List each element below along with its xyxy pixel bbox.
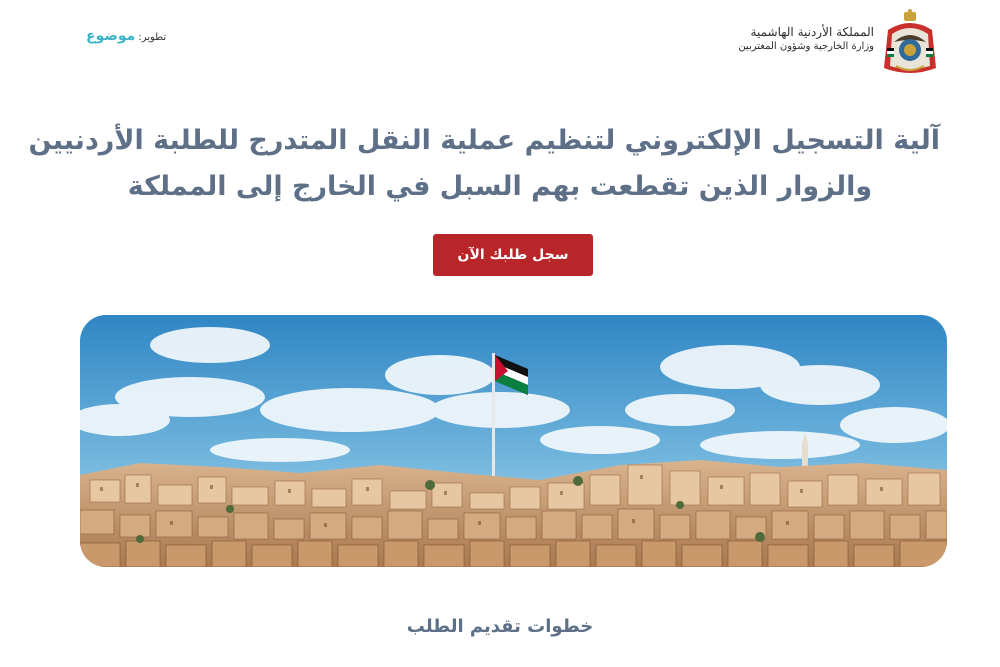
title-line-2: والزوار الذين تقطعت بهم السبل في الخارج إلى المملكة: [127, 171, 873, 202]
ministry-name: [738, 24, 874, 54]
hero-image-amman-skyline: [80, 315, 947, 567]
developer-credit[interactable]: [86, 28, 166, 44]
mawdoo3-logo[interactable]: موضوع: [86, 28, 136, 44]
site-header: [0, 0, 1000, 90]
steps-heading: خطوات تقديم الطلب: [406, 616, 594, 637]
ministry-title: وزارة الخارجية وشؤون المغتربين: [738, 41, 874, 53]
coat-of-arms-icon[interactable]: [880, 8, 940, 78]
kingdom-name: المملكة الأردنية الهاشمية: [750, 25, 874, 39]
page-title: [28, 118, 940, 210]
developer-label: تطوير:: [138, 32, 167, 43]
register-now-button[interactable]: سجل طلبك الآن: [433, 234, 593, 276]
title-line-1: آلية التسجيل الإلكتروني لتنظيم عملية النقل المتدرج للطلبة الأردنيين: [28, 125, 940, 156]
